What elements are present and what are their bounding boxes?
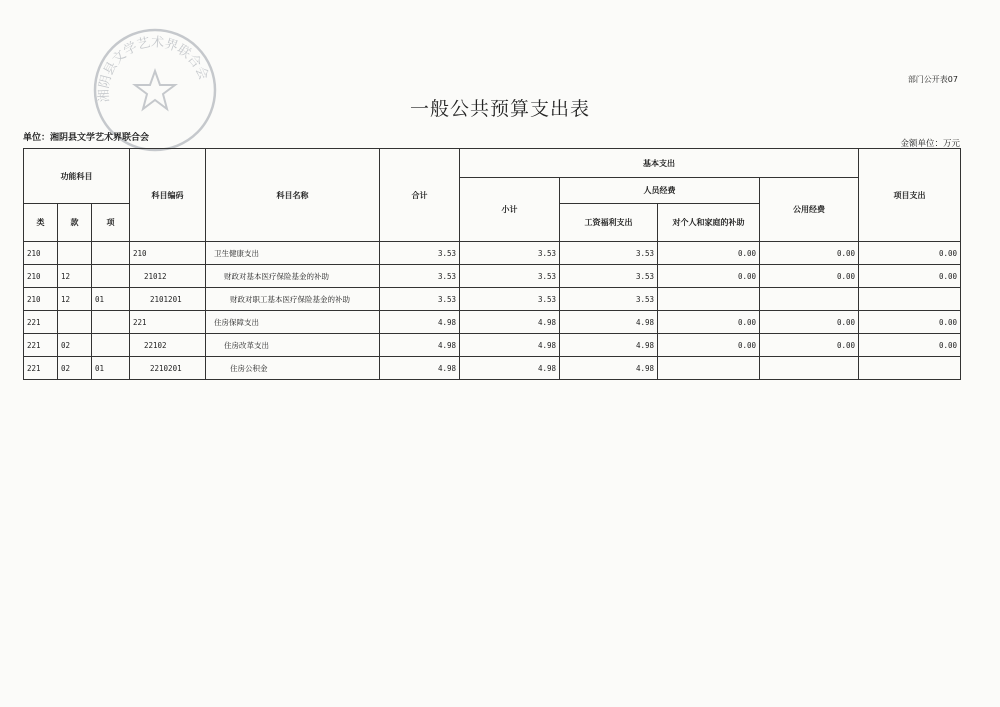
- cell-project: 0.00: [859, 334, 961, 357]
- cell-salary: 4.98: [560, 334, 658, 357]
- cell-public: 0.00: [760, 242, 859, 265]
- cell-project: 0.00: [859, 311, 961, 334]
- cell-kuan: [58, 242, 92, 265]
- cell-public: [760, 357, 859, 380]
- cell-code: 21012: [130, 265, 206, 288]
- cell-lei: 221: [24, 357, 58, 380]
- header-personnel: 人员经费: [560, 178, 760, 204]
- cell-project: 0.00: [859, 265, 961, 288]
- cell-subtotal: 3.53: [460, 288, 560, 311]
- cell-total: 3.53: [380, 288, 460, 311]
- cell-subsidy: 0.00: [658, 265, 760, 288]
- cell-xiang: 01: [92, 288, 130, 311]
- cell-public: [760, 288, 859, 311]
- table-row: [24, 265, 961, 288]
- cell-lei: 210: [24, 288, 58, 311]
- cell-subsidy: [658, 357, 760, 380]
- cell-project: [859, 288, 961, 311]
- cell-name: 住房改革支出: [206, 334, 380, 357]
- table-row: [24, 334, 961, 357]
- cell-subsidy: 0.00: [658, 334, 760, 357]
- cell-subsidy: 0.00: [658, 242, 760, 265]
- cell-kuan: 12: [58, 288, 92, 311]
- cell-kuan: 02: [58, 357, 92, 380]
- cell-salary: 3.53: [560, 242, 658, 265]
- page-title: 一般公共预算支出表: [409, 98, 590, 120]
- cell-name: 卫生健康支出: [206, 242, 380, 265]
- cell-project: 0.00: [859, 242, 961, 265]
- header-total: 合计: [380, 149, 460, 242]
- cell-lei: 210: [24, 265, 58, 288]
- table-row: [24, 311, 961, 334]
- cell-salary: 4.98: [560, 357, 658, 380]
- cell-total: 4.98: [380, 311, 460, 334]
- cell-subtotal: 4.98: [460, 334, 560, 357]
- header-lei: 类: [24, 204, 58, 242]
- header-func-subject: 功能科目: [24, 149, 130, 204]
- cell-name: 财政对职工基本医疗保险基金的补助: [206, 288, 380, 311]
- cell-lei: 221: [24, 311, 58, 334]
- cell-salary: 3.53: [560, 288, 658, 311]
- cell-code: 2101201: [130, 288, 206, 311]
- table-row: [24, 242, 961, 265]
- cell-total: 3.53: [380, 265, 460, 288]
- cell-project: [859, 357, 961, 380]
- table-row: [24, 288, 961, 311]
- cell-xiang: [92, 242, 130, 265]
- cell-subsidy: 0.00: [658, 311, 760, 334]
- budget-table: [23, 148, 961, 380]
- cell-code: 221: [130, 311, 206, 334]
- cell-subtotal: 3.53: [460, 265, 560, 288]
- cell-name: 财政对基本医疗保险基金的补助: [206, 265, 380, 288]
- header-basic-expense: 基本支出: [460, 149, 859, 178]
- cell-lei: 221: [24, 334, 58, 357]
- header-salary: 工资福利支出: [560, 204, 658, 242]
- cell-total: 4.98: [380, 334, 460, 357]
- cell-xiang: [92, 334, 130, 357]
- cell-subtotal: 4.98: [460, 357, 560, 380]
- cell-subtotal: 4.98: [460, 311, 560, 334]
- cell-kuan: 02: [58, 334, 92, 357]
- cell-code: 22102: [130, 334, 206, 357]
- cell-public: 0.00: [760, 311, 859, 334]
- header-subject-name: 科目名称: [206, 149, 380, 242]
- money-unit: 金额单位：万元: [900, 139, 960, 149]
- header-xiang: 项: [92, 204, 130, 242]
- cell-name: 住房保障支出: [206, 311, 380, 334]
- header-subtotal: 小计: [460, 178, 560, 242]
- cell-total: 4.98: [380, 357, 460, 380]
- cell-xiang: [92, 311, 130, 334]
- cell-public: 0.00: [760, 334, 859, 357]
- header-subject-code: 科目编码: [130, 149, 206, 242]
- cell-kuan: 12: [58, 265, 92, 288]
- cell-subtotal: 3.53: [460, 242, 560, 265]
- cell-public: 0.00: [760, 265, 859, 288]
- cell-xiang: 01: [92, 357, 130, 380]
- seal-text: 湘阴县文学艺术界联合会: [96, 35, 211, 103]
- cell-name: 住房公积金: [206, 357, 380, 380]
- form-number: 部门公开表07: [907, 75, 958, 84]
- header-subsidy: 对个人和家庭的补助: [658, 204, 760, 242]
- cell-code: 2210201: [130, 357, 206, 380]
- cell-salary: 4.98: [560, 311, 658, 334]
- cell-subsidy: [658, 288, 760, 311]
- table-row: [24, 357, 961, 380]
- cell-xiang: [92, 265, 130, 288]
- header-public-expense: 公用经费: [760, 178, 859, 242]
- cell-lei: 210: [24, 242, 58, 265]
- cell-code: 210: [130, 242, 206, 265]
- header-kuan: 款: [58, 204, 92, 242]
- department-unit: 单位：湘阴县文学艺术界联合会: [23, 133, 150, 143]
- cell-salary: 3.53: [560, 265, 658, 288]
- header-project-expense: 项目支出: [859, 149, 961, 242]
- cell-kuan: [58, 311, 92, 334]
- cell-total: 3.53: [380, 242, 460, 265]
